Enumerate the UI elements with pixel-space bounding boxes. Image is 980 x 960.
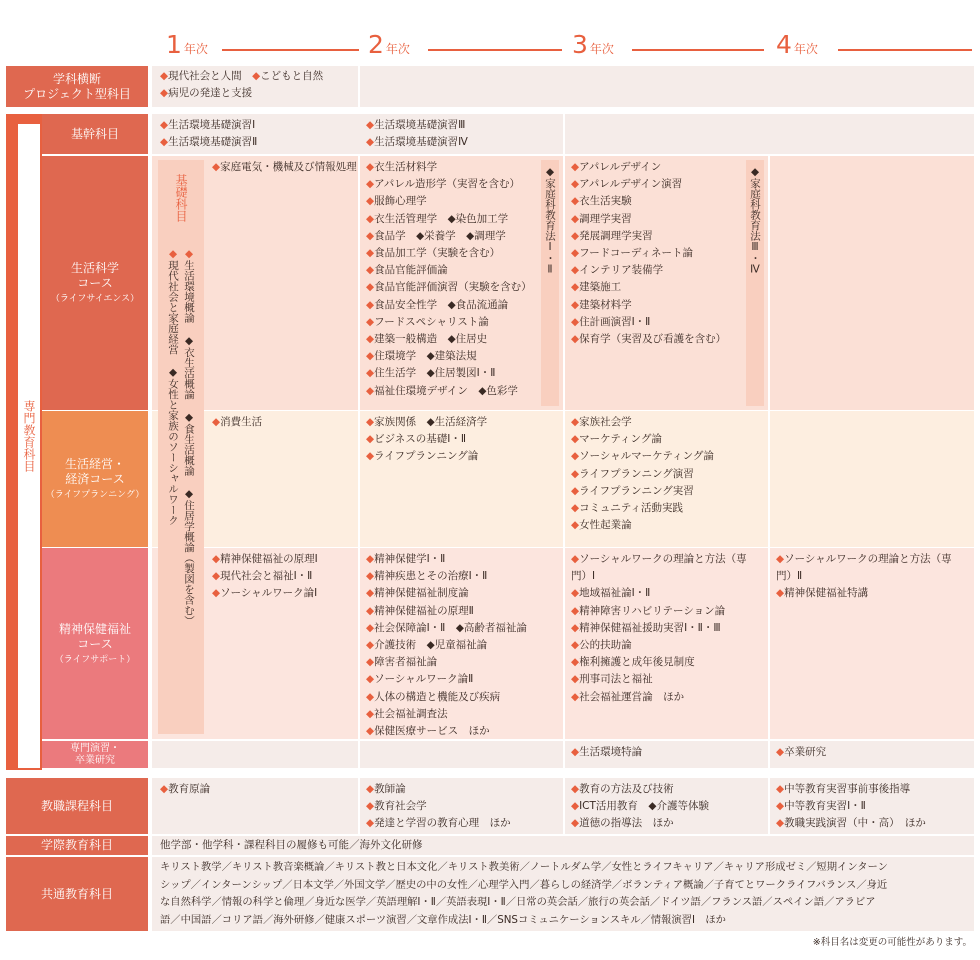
year-1-line bbox=[222, 49, 359, 51]
common-text: キリスト教学／キリスト教音楽概論／キリスト教と日本文化／キリスト教美術／ノートルダム学／女性とライフキャリア／キャリア形成ゼミ／短期インターン シップ／インターンシップ／日本文学／外国文学／歴史の中の女性／心理学入門／暮らしの経済学／ボランティア概論／子育てとワークライフバランス／身近 な自然科学／情報の科学と倫理／身近な医学／英語理解Ⅰ・Ⅱ／英語表現Ⅰ・Ⅱ／日常の英会話／旅行の英会話／ドイツ語／フランス語／スペイン語／アラビア 語／中国語／コリア語／海外研修／健康スポーツ演習／文章作成法Ⅰ・Ⅱ／SNSコミュニケーションスキル／情報演習Ⅰ ほか bbox=[160, 861, 888, 926]
life-y2-band-text: ◆家庭科教育法Ⅰ・Ⅱ bbox=[544, 166, 556, 276]
seminar-label: 専門演習・ 卒業研究 bbox=[42, 741, 148, 768]
econ-y1: ◆消費生活 bbox=[212, 416, 263, 428]
life-y1: ◆家庭電気・機械及び情報処理 bbox=[212, 161, 357, 173]
kikan-y2: ◆生活環境基礎演習Ⅲ ◆生活環境基礎演習Ⅳ bbox=[366, 119, 468, 149]
project-label: 学科横断 プロジェクト型科目 bbox=[6, 66, 148, 107]
year-2-line bbox=[428, 49, 562, 51]
teacher-y3: ◆教育の方法及び技術 ◆ICT活用教育 ◆介護等体験 ◆道徳の指導法 ほか bbox=[571, 783, 709, 830]
project-col-divider bbox=[358, 66, 360, 107]
welfare-y1: ◆精神保健福祉の原理Ⅰ ◆現代社会と福祉Ⅰ・Ⅱ ◆ソーシャルワーク論Ⅰ bbox=[212, 553, 318, 600]
teacher-y4: ◆中等教育実習事前事後指導 ◆中等教育実習Ⅰ・Ⅱ ◆教職実践演習（中・高） ほか bbox=[776, 783, 926, 830]
seminar-y4: ◆卒業研究 bbox=[776, 746, 827, 758]
econ-label: 生活経営・ 経済コース （ライフプランニング） bbox=[42, 411, 148, 547]
gakusai-label: 学際教育科目 bbox=[6, 836, 148, 855]
footnote: ※科目名は変更の可能性があります。 bbox=[812, 937, 972, 948]
kikan-label: 基幹科目 bbox=[42, 114, 148, 154]
teacher-y2: ◆教師論 ◆教育社会学 ◆発達と学習の教育心理 ほか bbox=[366, 783, 511, 830]
teacher-label: 教職課程科目 bbox=[6, 778, 148, 834]
welfare-y2: ◆精神保健学Ⅰ・Ⅱ ◆精神疾患とその治療Ⅰ・Ⅱ ◆精神保健福祉制度論 ◆精神保健福祉の原理Ⅱ ◆社会保障論Ⅰ・Ⅱ ◆高齢者福祉論 ◆介護技術 ◆児童福祉論 ◆障害者福祉論 ◆ソーシャルワーク論Ⅱ ◆人体の構造と機能及び疾病 ◆社会福祉調査法 ◆保健医療サービス ほか bbox=[366, 553, 527, 738]
year-3-heading: 3 年次 bbox=[572, 30, 614, 59]
econ-y3: ◆家族社会学 ◆マーケティング論 ◆ソーシャルマーケティング論 ◆ライフプランニング演習 ◆ライフプランニング実習 ◆コミュニティ活動実践 ◆女性起業論 bbox=[571, 416, 714, 532]
year-4-heading: 4 年次 bbox=[776, 30, 818, 59]
welfare-y4: ◆ソーシャルワークの理論と方法（専 門）Ⅱ ◆精神保健福祉特講 bbox=[776, 553, 952, 600]
life-y3-band-text: ◆家庭科教育法Ⅲ・Ⅳ bbox=[749, 166, 761, 276]
year-2-heading: 2 年次 bbox=[368, 30, 410, 59]
year-3-line bbox=[632, 49, 764, 51]
kiso-title: 基礎科目 bbox=[174, 174, 188, 222]
life-label: 生活科学 コース （ライフサイエンス） bbox=[42, 156, 148, 410]
year-1-heading: 1 年次 bbox=[166, 30, 208, 59]
welfare-label: 精神保健福祉 コース （ライフサポート） bbox=[42, 548, 148, 739]
life-y2: ◆衣生活材料学 ◆アパレル造形学（実習を含む） ◆服飾心理学 ◆衣生活管理学 ◆染色加工学 ◆食品学 ◆栄養学 ◆調理学 ◆食品加工学（実験を含む） ◆食品官能評価論 ◆食品官能評価演習（実験を含む） ◆食品安全性学 ◆食品流通論 ◆フードスペシャリスト論 ◆建築一般構造 ◆住居史 ◆住環境学 ◆建築法規 ◆住生活学 ◆住居製図Ⅰ・Ⅱ ◆福祉住環境デザイン ◆色彩学 bbox=[366, 161, 532, 397]
project-items: ◆現代社会と人間 ◆こどもと自然 ◆病児の発達と支援 bbox=[160, 70, 324, 100]
econ-y2: ◆家族関係 ◆生活経済学 ◆ビジネスの基礎Ⅰ・Ⅱ ◆ライフプランニング論 bbox=[366, 416, 488, 463]
welfare-y3: ◆ソーシャルワークの理論と方法（専 門）Ⅰ ◆地域福祉論Ⅰ・Ⅱ ◆精神障害リハビリテーション論 ◆精神保健福祉援助実習Ⅰ・Ⅱ・Ⅲ ◆公的扶助論 ◆権利擁護と成年後見制度 ◆刑事司法と福祉 ◆社会福祉運営論 ほか bbox=[571, 553, 747, 703]
common-label: 共通教育科目 bbox=[6, 857, 148, 931]
senmon-label: 専門教育科目 bbox=[22, 400, 36, 472]
kiso-col-1: ◆現代社会と家庭経営 ◆女性と家族のソーシャルワーク bbox=[167, 248, 179, 526]
life-y3: ◆アパレルデザイン ◆アパレルデザイン演習 ◆衣生活実験 ◆調理学実習 ◆発展調理学実習 ◆フードコーディネート論 ◆インテリア装備学 ◆建築施工 ◆建築材料学 ◆住計画演習Ⅰ・Ⅱ ◆保育学（実習及び看護を含む） bbox=[571, 161, 727, 346]
kikan-y1: ◆生活環境基礎演習Ⅰ ◆生活環境基礎演習Ⅱ bbox=[160, 119, 258, 149]
seminar-y3: ◆生活環境特論 bbox=[571, 746, 643, 758]
kiso-col-2: ◆生活環境概論 ◆衣生活概論 ◆食生活概論 ◆住居学概論（製図を含む） bbox=[183, 248, 195, 626]
year-4-line bbox=[838, 49, 972, 51]
teacher-y1: ◆教育原論 bbox=[160, 783, 211, 795]
gakusai-text: 他学部・他学科・課程科目の履修も可能／海外文化研修 bbox=[160, 839, 423, 851]
